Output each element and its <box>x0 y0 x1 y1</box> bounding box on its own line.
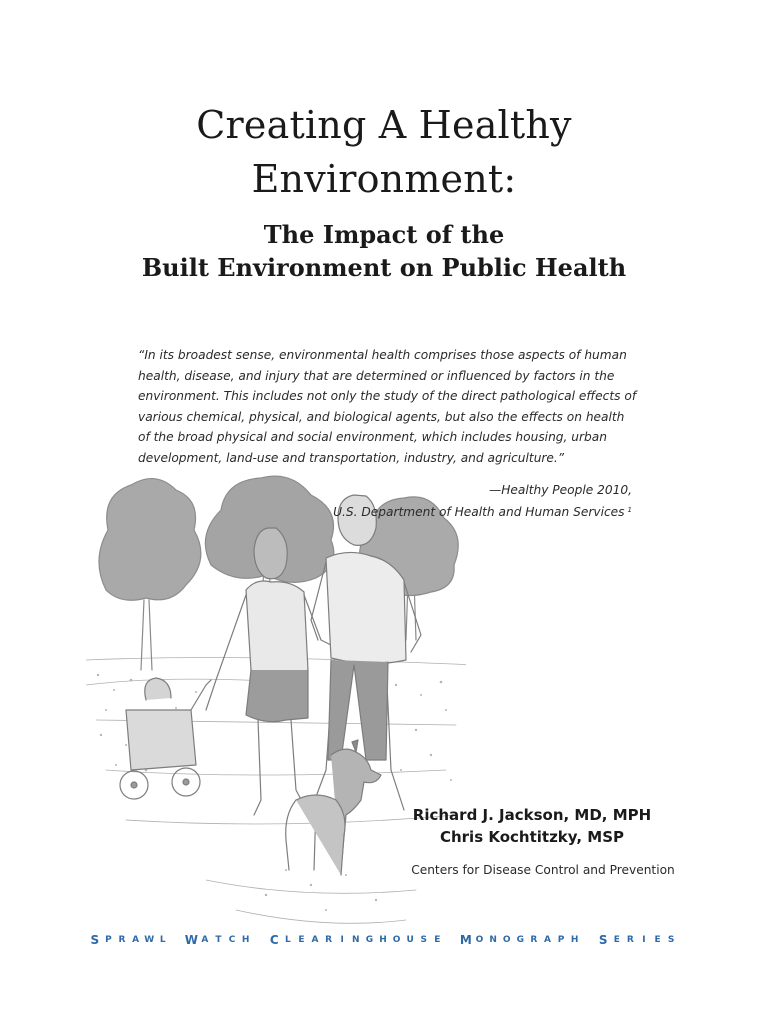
series-letter: A <box>543 935 551 945</box>
series-letter: P <box>105 935 112 945</box>
page-subtitle <box>0 218 768 284</box>
series-letter: C <box>269 933 279 947</box>
tree-left <box>99 479 201 670</box>
author-2: Chris Kochtitzky, MSP <box>439 828 625 846</box>
series-letter: E <box>654 935 661 945</box>
author-1: Richard J. Jackson, MD, MPH <box>412 806 652 824</box>
series-letter: S <box>90 933 100 947</box>
series-letter: P <box>557 935 565 945</box>
title-line-1: Creating A Healthy <box>196 103 572 147</box>
series-letter: H <box>570 935 579 945</box>
series-letter: R <box>530 935 538 945</box>
series-letter: U <box>406 935 414 945</box>
series-letter: M <box>459 933 472 947</box>
series-word-monograph <box>459 931 581 949</box>
subtitle-line-2: Built Environment on Public Health <box>141 253 627 282</box>
series-letter: O <box>392 935 401 945</box>
series-letter: A <box>311 935 319 945</box>
series-letter: N <box>489 935 497 945</box>
author-list <box>392 804 672 848</box>
series-letter: H <box>379 935 387 945</box>
page-title <box>0 98 768 206</box>
series-letter: A <box>201 935 209 945</box>
series-word-series <box>596 931 678 949</box>
series-letter: L <box>159 935 166 945</box>
series-letter: R <box>626 935 634 945</box>
series-letter: E <box>613 935 620 945</box>
series-letter: E <box>434 935 441 945</box>
series-letter: I <box>642 935 646 945</box>
dog-figure <box>286 740 381 875</box>
series-letter: A <box>132 935 140 945</box>
series-letter: O <box>475 935 484 945</box>
series-letter: S <box>598 933 608 947</box>
epigraph-quote: “In its broadest sense, environmental health comprises those aspects of human health, disease, and injury that are determined or influenced by factors in the environment. This includes not only the study of the direct pathological effects of various chemical, physical, and biological agents, but also the effects on health of the broad physical and social environment, which includes housing, urban development, land-use and transportation, industry, and agriculture.” <box>138 348 637 465</box>
series-letter: W <box>184 933 198 947</box>
series-letter: T <box>215 935 222 945</box>
series-word-sprawl <box>88 931 170 949</box>
attribution-source: —Healthy People 2010, <box>489 483 632 497</box>
stroller-figure <box>120 678 211 799</box>
series-banner <box>88 931 678 949</box>
series-letter: S <box>420 935 427 945</box>
series-letter: E <box>298 935 305 945</box>
title-line-2: Environment: <box>251 157 517 201</box>
series-word-watch <box>185 931 253 949</box>
series-letter: N <box>352 935 360 945</box>
series-letter: R <box>325 935 333 945</box>
series-letter: H <box>241 935 250 945</box>
series-letter: I <box>340 935 344 945</box>
attribution-org-line <box>333 500 632 522</box>
series-letter: L <box>284 935 291 945</box>
footnote-marker: 1 <box>627 506 632 514</box>
subtitle-line-1: The Impact of the <box>263 220 505 249</box>
series-letter: W <box>144 935 155 945</box>
author-organization: Centers for Disease Control and Prevention <box>411 863 675 877</box>
series-word-clearinghouse <box>267 931 444 949</box>
series-letter: R <box>118 935 126 945</box>
series-letter: G <box>365 935 374 945</box>
series-letter: C <box>228 935 236 945</box>
quote-attribution <box>333 480 632 522</box>
series-letter: O <box>502 935 511 945</box>
series-letter: G <box>516 935 524 945</box>
attribution-org: U.S. Department of Health and Human Services <box>333 505 625 519</box>
series-letter: S <box>667 935 675 945</box>
